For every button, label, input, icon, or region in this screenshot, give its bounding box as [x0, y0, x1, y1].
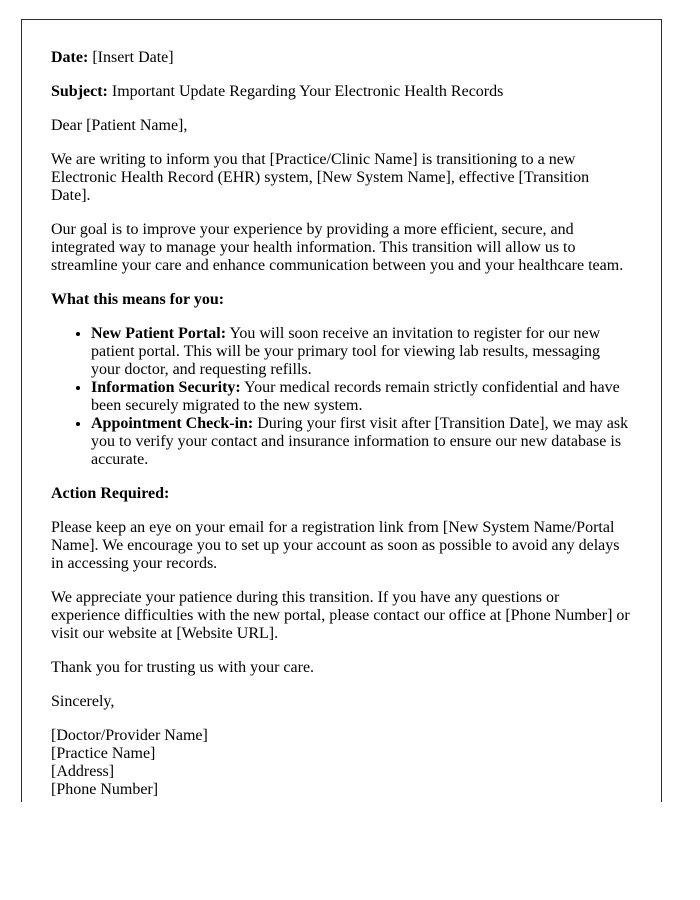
bullet-text-patient-portal: You will soon receive an invitation to register for our new patient portal. This will be your primary tool for viewing lab results, messaging your doctor, and requesting refills.	[91, 325, 601, 378]
thanks-paragraph: Thank you for trusting us with your care.	[51, 659, 315, 676]
intro-paragraph: We are writing to inform you that [Practice/Clinic Name] is transitioning to a new Electronic Health Record (EHR) system, [New System Name], effective [Transition Date].	[51, 151, 590, 204]
subject-label: Subject:	[51, 83, 108, 100]
date-value: [Insert Date]	[88, 49, 174, 66]
subject-value: Important Update Regarding Your Electronic Health Records	[107, 83, 504, 100]
action-heading	[51, 485, 632, 503]
list-item-information-security	[91, 379, 632, 415]
list-item-patient-portal	[91, 325, 632, 379]
bullet-bold-patient-portal: New Patient Portal:	[91, 325, 227, 342]
subject-line	[51, 83, 632, 101]
date-line	[51, 49, 632, 67]
bullet-text-information-security: Your medical records remain strictly confidential and have been securely migrated to the new system.	[91, 379, 620, 414]
salutation: Dear [Patient Name],	[51, 117, 188, 134]
signature-line-practice: [Practice Name]	[51, 745, 156, 762]
bullet-text-appointment-checkin: During your first visit after [Transition Date], we may ask you to verify your contact and insurance information to ensure our new database is accurate.	[91, 415, 629, 468]
closing: Sincerely,	[51, 693, 115, 710]
goal-paragraph: Our goal is to improve your experience by providing a more efficient, secure, and integrated way to manage your health information. This transition will allow us to streamline your care and enhance communication between you and your healthcare team.	[51, 221, 624, 274]
signature-line-provider: [Doctor/Provider Name]	[51, 727, 208, 744]
date-label: Date:	[51, 49, 89, 66]
means-heading-text: What this means for you:	[51, 291, 225, 308]
letter-container	[21, 19, 662, 802]
list-item-appointment-checkin	[91, 415, 632, 469]
bullet-bold-appointment-checkin: Appointment Check-in:	[91, 415, 254, 432]
signature-line-address: [Address]	[51, 763, 115, 780]
action-paragraph: Please keep an eye on your email for a registration link from [New System Name/Portal Name]. We encourage you to set up your account as soon as possible to avoid any delays in accessing your records.	[51, 519, 620, 572]
action-heading-text: Action Required:	[51, 485, 170, 502]
signature-block	[51, 727, 632, 799]
signature-line-phone: [Phone Number]	[51, 781, 159, 798]
means-heading	[51, 291, 632, 309]
bullet-bold-information-security: Information Security:	[91, 379, 241, 396]
patience-paragraph: We appreciate your patience during this transition. If you have any questions or experience difficulties with the new portal, please contact our office at [Phone Number] or visit our website at [Website URL].	[51, 589, 630, 642]
benefits-list	[51, 325, 632, 469]
